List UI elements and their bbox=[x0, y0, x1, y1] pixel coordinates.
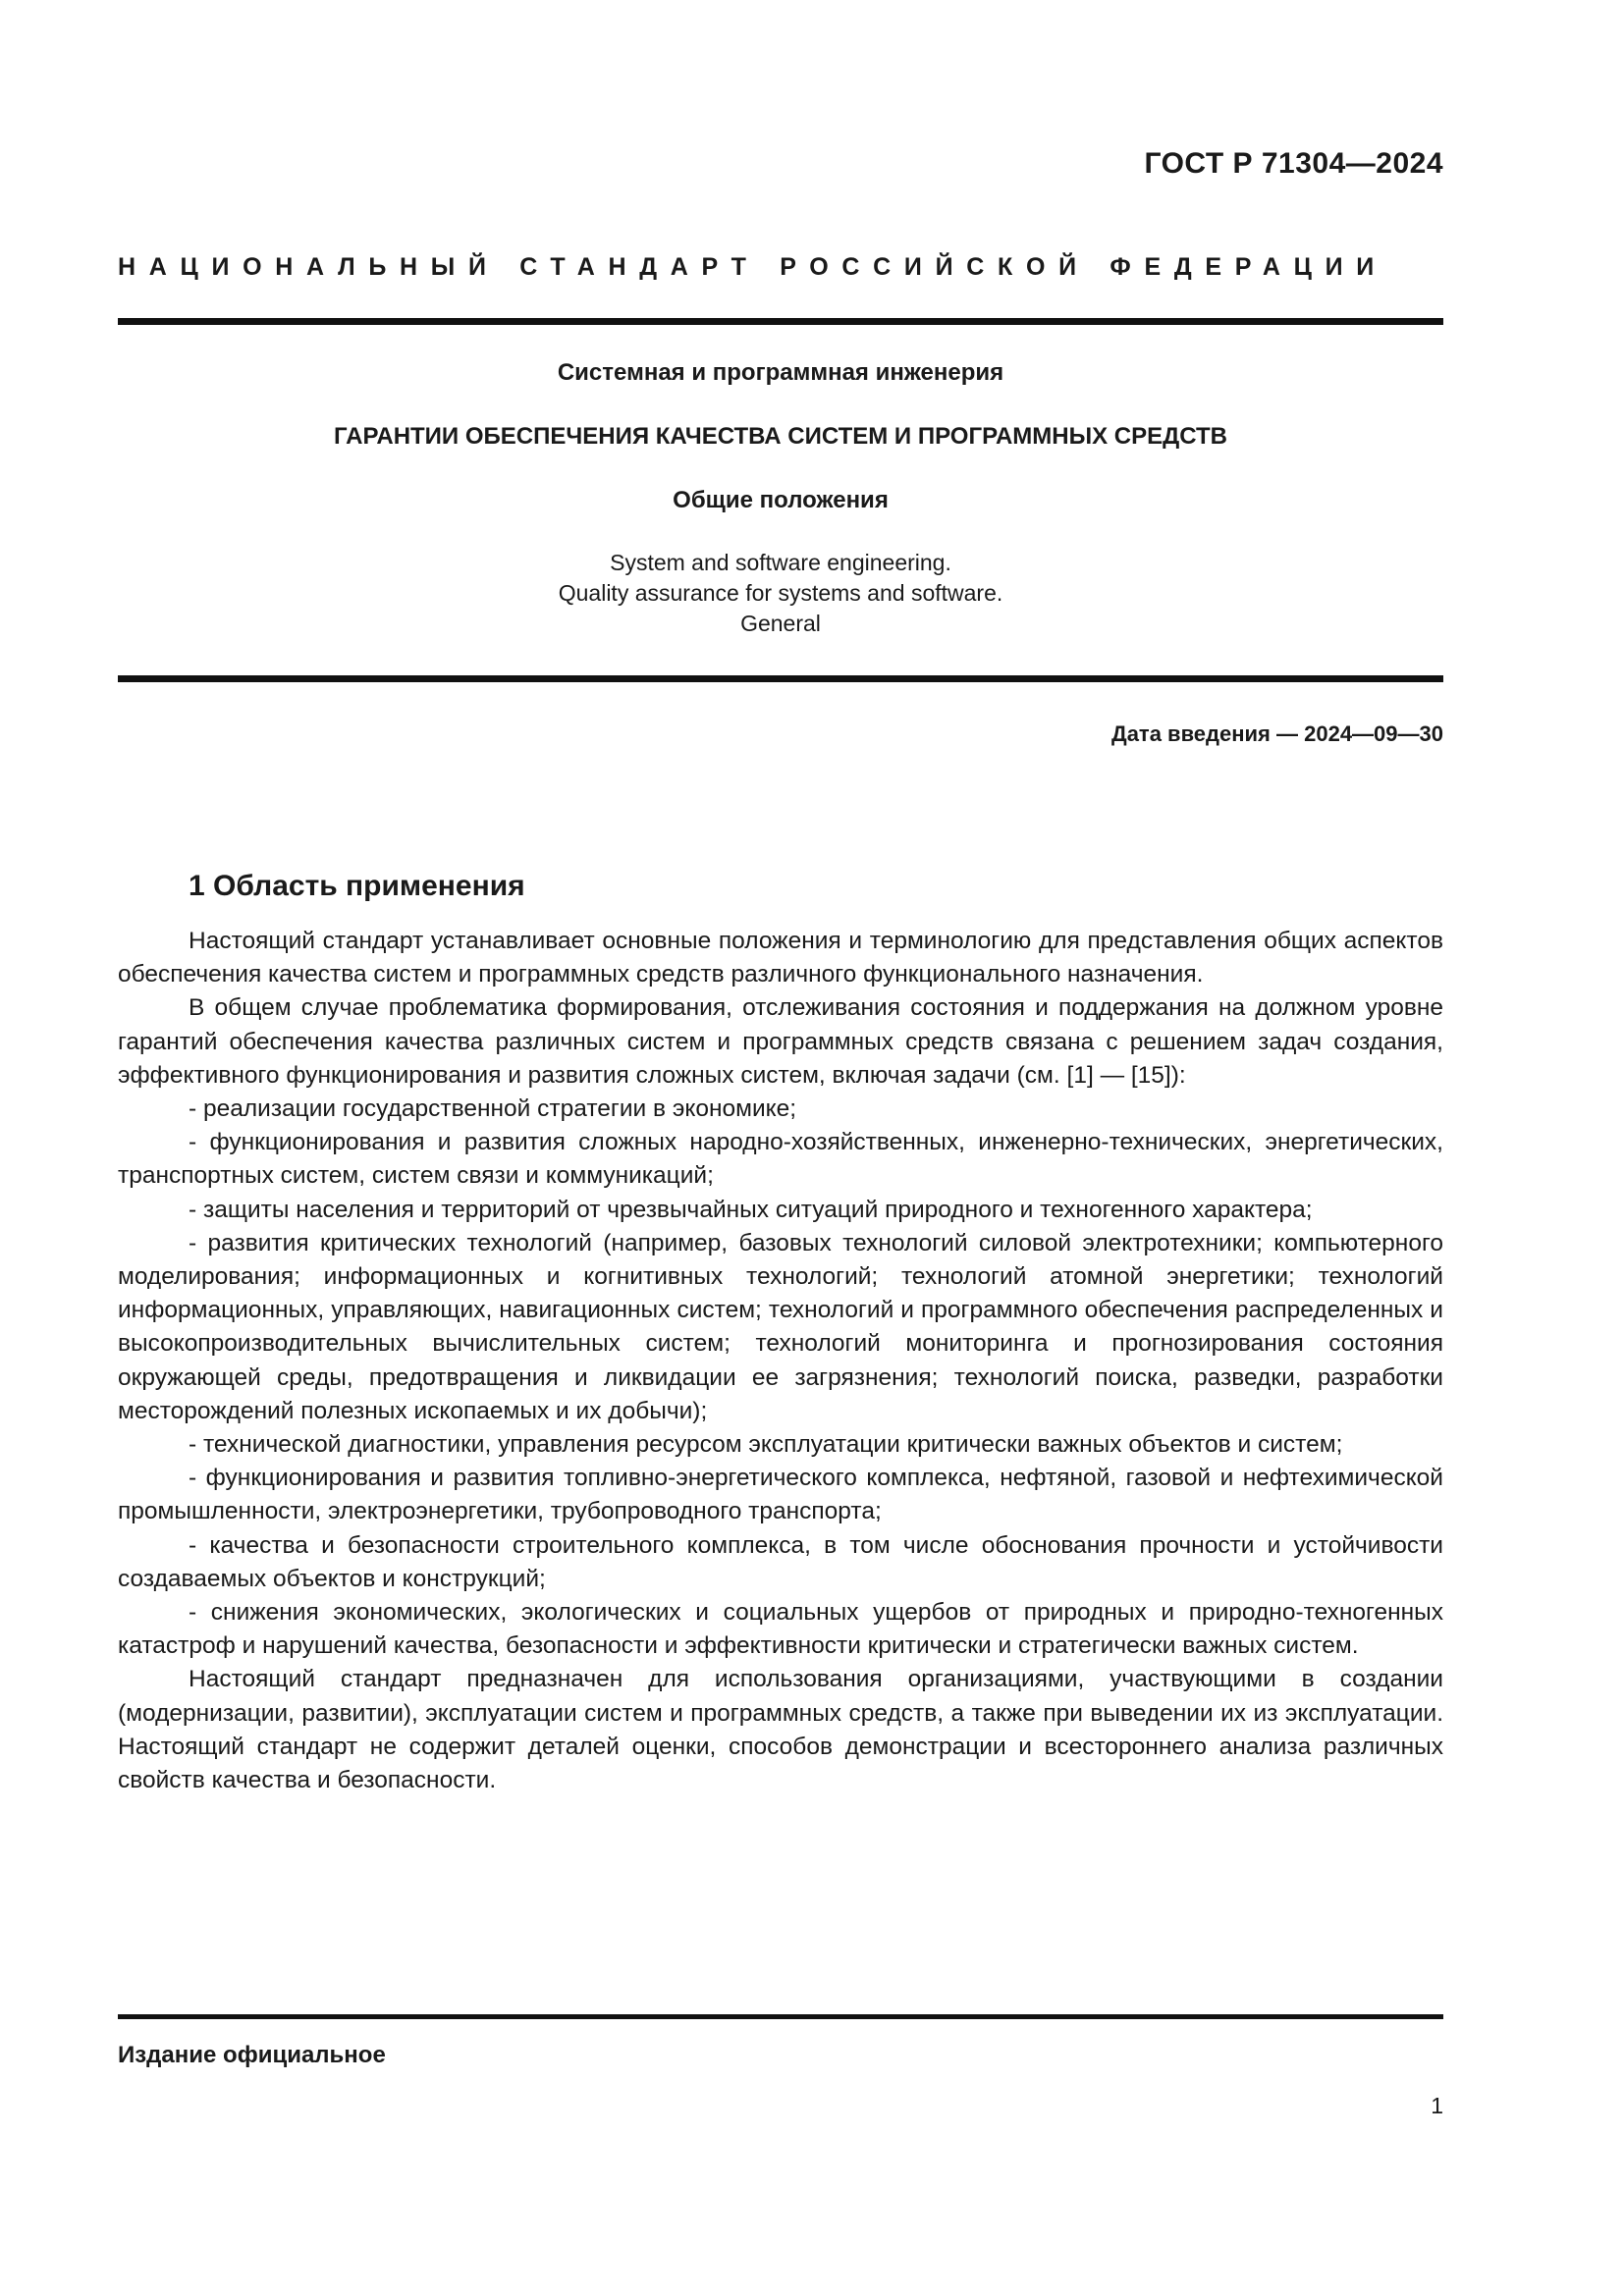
document-page bbox=[118, 0, 1443, 2296]
list-item: - функционирования и развития сложных народно-хозяйственных, инженерно-технических, энергетических, транспортных систем, систем связи и коммуникаций; bbox=[118, 1129, 1443, 1190]
introduction-date: Дата введения — 2024—09—30 bbox=[1111, 721, 1443, 746]
english-title bbox=[118, 548, 1443, 639]
list-item: - реализации государственной стратегии в экономике; bbox=[189, 1095, 797, 1123]
sub-title: Общие положения bbox=[673, 487, 889, 513]
list-item: - снижения экономических, экологических и социальных ущербов от природных и природно-техногенных катастроф и нарушений качества, безопасности и эффективности критически и стратегически важных систем. bbox=[118, 1599, 1443, 1660]
list-item: - развития критических технологий (например, базовых технологий силовой электротехники; компьютерного моделирования; информационных и когнитивных технологий; технологий атомной энергетики; технологий информационных, управляющих, навигационных систем; технологий и программного обеспечения распределенных и высокопроизводительных вычислительных систем; технологий мониторинга и прогнозирования состояния окружающей среды, предотвращения и ликвидации ее загрязнения; технологий поиска, разведки, разработки месторождений полезных ископаемых и их добычи); bbox=[118, 1229, 1443, 1424]
paragraph: Настоящий стандарт устанавливает основные положения и терминологию для представления общих аспектов обеспечения качества систем и программных средств различного функционального назначения. bbox=[118, 928, 1443, 988]
national-standard-banner: НАЦИОНАЛЬНЫЙ СТАНДАРТ РОССИЙСКОЙ ФЕДЕРАЦИИ bbox=[118, 253, 1387, 281]
english-title-line: General bbox=[740, 611, 821, 636]
edition-label: Издание официальное bbox=[118, 2042, 386, 2068]
list-item: - качества и безопасности строительного комплекса, в том числе обоснования прочности и устойчивости создаваемых объектов и конструкций; bbox=[118, 1531, 1443, 1592]
page-number: 1 bbox=[1431, 2093, 1443, 2118]
english-title-line: Quality assurance for systems and software. bbox=[558, 580, 1003, 606]
paragraph: В общем случае проблематика формирования, отслеживания состояния и поддержания на должном уровне гарантий обеспечения качества различных систем и программных средств связана с решением задач создания, эффективного функционирования и развития сложных систем, включая задачи (см. [1] — [15]): bbox=[118, 994, 1443, 1089]
english-title-line: System and software engineering. bbox=[610, 550, 951, 575]
main-title: ГАРАНТИИ ОБЕСПЕЧЕНИЯ КАЧЕСТВА СИСТЕМ И ПРОГРАММНЫХ СРЕДСТВ bbox=[334, 423, 1227, 450]
bottom-divider bbox=[118, 2014, 1443, 2019]
list-item: - защиты населения и территорий от чрезвычайных ситуаций природного и техногенного характера; bbox=[189, 1196, 1313, 1223]
section-heading: 1 Область применения bbox=[189, 870, 525, 902]
top-divider bbox=[118, 318, 1443, 325]
field-title: Системная и программная инженерия bbox=[557, 359, 1004, 386]
document-number: ГОСТ Р 71304—2024 bbox=[1144, 147, 1443, 180]
middle-divider bbox=[118, 675, 1443, 682]
list-item: - функционирования и развития топливно-энергетического комплекса, нефтяной, газовой и нефтехимической промышленности, электроэнергетики, трубопроводного транспорта; bbox=[118, 1465, 1443, 1525]
section-body bbox=[118, 925, 1443, 1797]
paragraph: Настоящий стандарт предназначен для использования организациями, участвующими в создании (модернизации, развитии), эксплуатации систем и программных средств, а также при выведении их из эксплуатации. Настоящий стандарт не содержит деталей оценки, способов демонстрации и всестороннего анализа различных свойств качества и безопасности. bbox=[118, 1666, 1443, 1794]
list-item: - технической диагностики, управления ресурсом эксплуатации критически важных объектов и систем; bbox=[189, 1431, 1343, 1459]
